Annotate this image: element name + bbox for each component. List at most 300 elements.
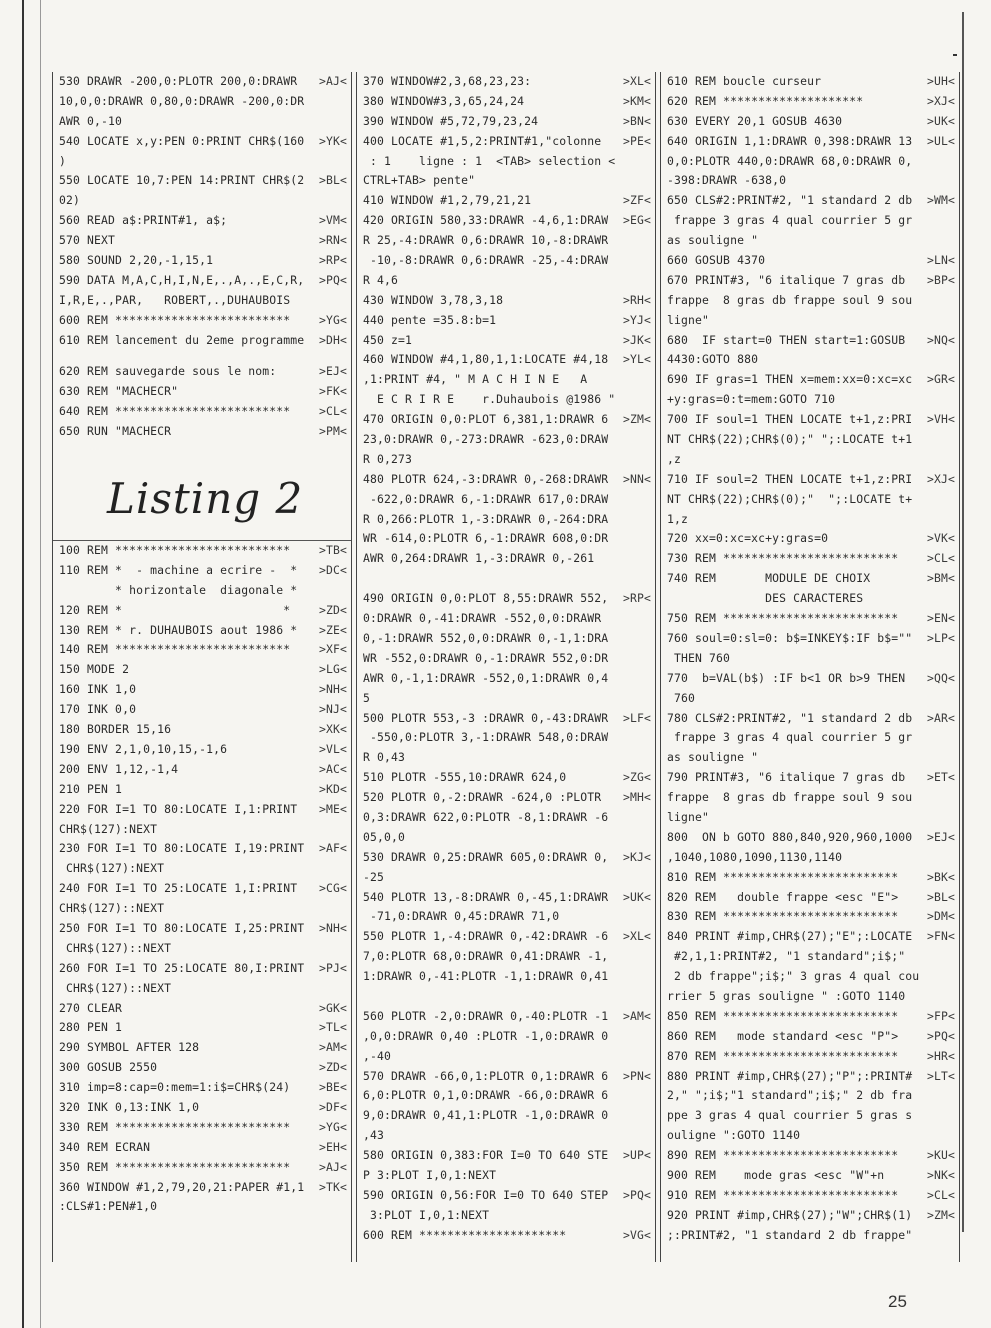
code-line (667, 1067, 955, 1087)
code-text: 760 (667, 690, 696, 705)
code-text: 140 REM ************************* (59, 642, 291, 657)
code-text: 310 imp=8:cap=0:mem=1:i$=CHR$(24) (59, 1080, 291, 1095)
code-text: 240 FOR I=1 TO 25:LOCATE 1,I:PRINT (59, 881, 298, 896)
code-line (59, 112, 347, 132)
code-line (363, 768, 651, 788)
code-text: 1,z (667, 511, 689, 526)
code-text: ,1040,1080,1090,1130,1140 (667, 849, 843, 864)
code-line (363, 1206, 651, 1226)
code-line (363, 788, 651, 808)
code-text: 630 EVERY 20,1 GOSUB 4630 (667, 113, 843, 128)
code-text: as souligne " (667, 233, 759, 248)
code-line (667, 470, 955, 490)
code-line (363, 927, 651, 947)
code-line (667, 927, 955, 947)
checksum: >HR< (926, 1048, 955, 1063)
code-text: 890 REM ************************* (667, 1148, 899, 1163)
code-text: R 0,273 (363, 451, 413, 466)
checksum: >ME< (318, 801, 347, 816)
code-text: AWR 0,-10 (59, 113, 123, 128)
code-line (363, 1067, 651, 1087)
code-line (59, 422, 347, 442)
checksum: >RP< (318, 253, 347, 268)
code-line (363, 987, 651, 1007)
code-text: frappe 8 gras db frappe soul 9 sou (667, 790, 913, 805)
code-line (59, 382, 347, 402)
checksum: >ZG< (622, 770, 651, 785)
code-text: 250 FOR I=1 TO 80:LOCATE I,25:PRINT (59, 920, 305, 935)
code-text: AWR 0,264:DRAWR 1,-3:DRAWR 0,-261 (363, 551, 595, 566)
page-number: 25 (888, 1292, 907, 1311)
code-text: 330 REM ************************* (59, 1119, 291, 1134)
checksum: >FP< (926, 1008, 955, 1023)
code-line (59, 92, 347, 112)
code-line (363, 888, 651, 908)
code-line (59, 1197, 347, 1217)
checksum: >NH< (318, 682, 347, 697)
code-line (667, 112, 955, 132)
code-text: #2,1,1:PRINT#2, "1 standard";i$;" (667, 949, 906, 964)
code-line (59, 72, 347, 92)
code-text: 350 REM ************************* (59, 1159, 291, 1174)
code-text: 580 ORIGIN 0,383:FOR I=0 TO 640 STE (363, 1148, 609, 1163)
checksum: >NJ< (318, 702, 347, 717)
code-text: -71,0:DRAWR 0,45:DRAWR 71,0 (363, 909, 560, 924)
checksum: >VK< (926, 531, 955, 546)
code-line (363, 1086, 651, 1106)
code-line (667, 350, 955, 370)
code-text: 590 ORIGIN 0,56:FOR I=0 TO 640 STEP (363, 1187, 609, 1202)
code-text: 850 REM ************************* (667, 1008, 899, 1023)
code-text: 620 REM ******************** (667, 93, 864, 108)
code-text: 220 FOR I=1 TO 80:LOCATE I,1:PRINT (59, 801, 298, 816)
checksum: >BL< (926, 889, 955, 904)
code-line (363, 689, 651, 709)
checksum: >NK< (926, 1167, 955, 1182)
code-text: 05,0,0 (363, 829, 406, 844)
checksum: >XF< (318, 642, 347, 657)
checksum: >CL< (926, 551, 955, 566)
checksum: >ZM< (622, 412, 651, 427)
code-line (667, 907, 955, 927)
code-line (667, 689, 955, 709)
code-line (363, 271, 651, 291)
code-text: ,-40 (363, 1048, 392, 1063)
code-text: -398:DRAWR -638,0 (667, 173, 787, 188)
code-text: 660 GOSUB 4370 (667, 253, 766, 268)
code-line (59, 152, 347, 172)
checksum: >UP< (622, 1148, 651, 1163)
checksum: >LN< (926, 253, 955, 268)
code-line (59, 1058, 347, 1078)
checksum: >PQ< (318, 272, 347, 287)
code-line (667, 629, 955, 649)
code-line (59, 1178, 347, 1198)
checksum: >VG< (622, 1227, 651, 1242)
code-line (667, 132, 955, 152)
code-line (59, 720, 347, 740)
code-text: rrier 5 gras souligne " :GOTO 1140 (667, 988, 906, 1003)
page-binding-shadow (40, 0, 41, 1328)
code-line (667, 868, 955, 888)
code-line (667, 390, 955, 410)
code-text: frappe 3 gras 4 qual courrier 5 gr (667, 213, 913, 228)
checksum: >YK< (318, 133, 347, 148)
checksum: >YG< (318, 1119, 347, 1134)
code-text: frappe 8 gras db frappe soul 9 sou (667, 292, 913, 307)
checksum: >UK< (926, 113, 955, 128)
checksum: >RP< (622, 591, 651, 606)
code-line (59, 1138, 347, 1158)
code-text: 530 DRAWR -200,0:PLOTR 200,0:DRAWR (59, 74, 298, 88)
code-text: 860 REM mode standard <esc "P"> (667, 1028, 899, 1043)
code-text: 270 CLEAR (59, 1000, 123, 1015)
code-text: R 0,266:PLOTR 1,-3:DRAWR 0,-264:DRA (363, 511, 609, 526)
code-text: R 0,43 (363, 750, 406, 765)
checksum: >JK< (622, 332, 651, 347)
code-line (59, 899, 347, 919)
listing2-continued (363, 72, 651, 1246)
code-line (59, 820, 347, 840)
checksum: >VM< (318, 213, 347, 228)
checksum: >AM< (622, 1008, 651, 1023)
code-text: 740 REM MODULE DE CHOIX (667, 571, 871, 586)
code-text: 780 CLS#2:PRINT#2, "1 standard 2 db (667, 710, 913, 725)
checksum: >YL< (622, 352, 651, 367)
code-line (667, 848, 955, 868)
code-line (667, 1226, 955, 1246)
code-text: 470 ORIGIN 0,0:PLOT 6,381,1:DRAWR 6 (363, 412, 609, 427)
code-text: 790 PRINT#3, "6 italique 7 gras db (667, 770, 906, 785)
code-line (59, 680, 347, 700)
code-text: 580 SOUND 2,20,-1,15,1 (59, 253, 214, 268)
code-line (363, 231, 651, 251)
checksum: >EJ< (318, 364, 347, 379)
checksum: >PJ< (318, 960, 347, 975)
code-text: 690 IF gras=1 THEN x=mem:xx=0:xc=xc (667, 372, 913, 387)
code-line (667, 569, 955, 589)
code-line (667, 1047, 955, 1067)
code-text: 560 READ a$:PRINT#1, a$; (59, 213, 228, 228)
code-text: -25 (363, 869, 385, 884)
code-line (59, 839, 347, 859)
code-text: 130 REM * r. DUHAUBOIS aout 1986 * (59, 622, 298, 637)
margin-mark (953, 54, 957, 56)
code-text: 170 INK 0,0 (59, 702, 137, 717)
code-line (667, 967, 955, 987)
code-text: * horizontale diagonale * (59, 582, 298, 597)
code-text: WR -552,0:DRAWR 0,-1:DRAWR 552,0:DR (363, 650, 609, 665)
code-line (667, 1106, 955, 1126)
checksum: >CG< (318, 881, 347, 896)
checksum: >EG< (622, 213, 651, 228)
code-text: 230 FOR I=1 TO 80:LOCATE I,19:PRINT (59, 841, 305, 856)
code-line (363, 907, 651, 927)
code-text: 1:DRAWR 0,-41:PLOTR -1,1:DRAWR 0,41 (363, 969, 609, 984)
code-text: +y:gras=0:t=mem:GOTO 710 (667, 392, 836, 407)
code-line (363, 828, 651, 848)
code-text: NT CHR$(22);CHR$(0);" ";:LOCATE t+ (667, 491, 913, 506)
code-line (59, 879, 347, 899)
code-text: 0,0:PLOTR 440,0:DRAWR 68,0:DRAWR 0, (667, 153, 913, 168)
code-line (59, 999, 347, 1019)
code-text: 0,-1:DRAWR 552,0,0:DRAWR 0,-1,1:DRA (363, 630, 609, 645)
checksum: >ZF< (622, 193, 651, 208)
code-line (363, 350, 651, 370)
code-text: ,43 (363, 1128, 385, 1143)
checksum: >AC< (318, 761, 347, 776)
code-text: 770 b=VAL(b$) :IF b<1 OR b>9 THEN (667, 670, 906, 685)
code-line (667, 231, 955, 251)
checksum: >LG< (318, 662, 347, 677)
checksum: >LT< (926, 1068, 955, 1083)
code-line (59, 402, 347, 422)
code-line (667, 271, 955, 291)
code-line (363, 311, 651, 331)
code-line (59, 601, 347, 621)
checksum: >AF< (318, 841, 347, 856)
code-line (59, 1038, 347, 1058)
code-line (667, 1007, 955, 1027)
code-text: 180 BORDER 15,16 (59, 722, 172, 737)
code-line (363, 848, 651, 868)
code-line (363, 868, 651, 888)
checksum: >FN< (926, 929, 955, 944)
code-line (667, 72, 955, 92)
code-line (667, 211, 955, 231)
checksum: >XK< (318, 722, 347, 737)
checksum: >DC< (318, 562, 347, 577)
code-line (363, 1027, 651, 1047)
checksum: >ZD< (318, 602, 347, 617)
code-line (59, 640, 347, 660)
code-line (667, 171, 955, 191)
code-text: 630 REM "MACHECR" (59, 384, 179, 399)
checksum: >FK< (318, 384, 347, 399)
checksum: >LF< (622, 710, 651, 725)
checksum: >QQ< (926, 670, 955, 685)
code-text: DES CARACTERES (667, 591, 864, 606)
code-line (59, 331, 347, 351)
code-text: ligne" (667, 312, 710, 327)
checksum: >BL< (318, 173, 347, 188)
code-text: 830 REM ************************* (667, 909, 899, 924)
checksum: >CL< (926, 1187, 955, 1202)
code-line (363, 331, 651, 351)
code-line (59, 939, 347, 959)
listing-column-2 (356, 72, 656, 1262)
checksum: >AM< (318, 1040, 347, 1055)
code-line (363, 1007, 651, 1027)
code-text: CTRL+TAB> pente" (363, 173, 476, 188)
code-text: 440 pente =35.8:b=1 (363, 312, 497, 327)
code-text: 23,0:DRAWR 0,-273:DRAWR -623,0:DRAW (363, 432, 609, 447)
code-line (59, 1078, 347, 1098)
code-text: 730 REM ************************* (667, 551, 899, 566)
code-line (363, 649, 651, 669)
code-line (667, 410, 955, 430)
code-line (667, 529, 955, 549)
code-text: 360 WINDOW #1,2,79,20,21:PAPER #1,1 (59, 1179, 305, 1194)
code-text: frappe 3 gras 4 qual courrier 5 gr (667, 730, 913, 745)
code-text: 760 soul=0:sl=0: b$=INKEY$:IF b$="" (667, 630, 913, 645)
page-binding-edge (22, 0, 24, 1328)
code-text: :CLS#1:PEN#1,0 (59, 1199, 158, 1214)
code-text: 420 ORIGIN 580,33:DRAWR -4,6,1:DRAW (363, 213, 609, 228)
code-line (363, 510, 651, 530)
code-line (363, 1047, 651, 1067)
code-line (363, 490, 651, 510)
code-line (363, 152, 651, 172)
code-line (59, 561, 347, 581)
code-text: 460 WINDOW #4,1,80,1,1:LOCATE #4,18 (363, 352, 609, 367)
checksum: >ZE< (318, 622, 347, 637)
code-text: 500 PLOTR 553,-3 :DRAWR 0,-43:DRAWR (363, 710, 609, 725)
code-text: 410 WINDOW #1,2,79,21,21 (363, 193, 532, 208)
code-text: 920 PRINT #imp,CHR$(27);"W";CHR$(1) (667, 1207, 913, 1222)
code-text: 4430:GOTO 880 (667, 352, 759, 367)
code-text: 590 DATA M,A,C,H,I,N,E,.,A,.,E,C,R, (59, 272, 305, 287)
code-text: 2 db frappe";i$;" 3 gras 4 qual cou (667, 969, 920, 984)
code-line (363, 947, 651, 967)
code-text: 3:PLOT I,0,1:NEXT (363, 1207, 490, 1222)
checksum: >DF< (318, 1099, 347, 1114)
code-line (363, 669, 651, 689)
code-line (363, 529, 651, 549)
checksum: >TL< (318, 1020, 347, 1035)
checksum: >KD< (318, 781, 347, 796)
code-line (363, 291, 651, 311)
code-line (59, 959, 347, 979)
code-text: 120 REM * * (59, 602, 291, 617)
code-line (667, 510, 955, 530)
code-line (363, 1186, 651, 1206)
code-text: 480 PLOTR 624,-3:DRAWR 0,-268:DRAWR (363, 471, 609, 486)
checksum: >NH< (318, 920, 347, 935)
checksum: >WM< (926, 193, 955, 208)
code-line (667, 311, 955, 331)
checksum: >KM< (622, 93, 651, 108)
code-text: 510 PLOTR -555,10:DRAWR 624,0 (363, 770, 567, 785)
code-line (667, 987, 955, 1007)
code-text: ligne" (667, 809, 710, 824)
checksum: >UH< (926, 74, 955, 88)
checksum: >GK< (318, 1000, 347, 1015)
listing-2-heading: Listing 2 (107, 474, 304, 524)
code-text: 5 (363, 690, 371, 705)
code-line (363, 1146, 651, 1166)
code-line (363, 1126, 651, 1146)
code-line (667, 191, 955, 211)
code-text: 880 PRINT #imp,CHR$(27);"P";:PRINT# (667, 1068, 913, 1083)
code-line (667, 888, 955, 908)
checksum: >VH< (926, 412, 955, 427)
listing1-end (59, 362, 347, 442)
checksum: >BK< (926, 869, 955, 884)
code-text: 680 IF start=0 THEN start=1:GOSUB (667, 332, 906, 347)
code-text: 290 SYMBOL AFTER 128 (59, 1040, 200, 1055)
checksum: >YJ< (622, 312, 651, 327)
code-line (59, 859, 347, 879)
code-text: 7,0:PLOTR 68,0:DRAWR 0,41:DRAWR -1, (363, 949, 609, 964)
checksum: >PN< (622, 1068, 651, 1083)
listing2-start (59, 541, 347, 1217)
code-line (363, 1166, 651, 1186)
checksum: >RH< (622, 292, 651, 307)
code-text: 640 ORIGIN 1,1:DRAWR 0,398:DRAWR 13 (667, 133, 913, 148)
checksum: >UL< (926, 133, 955, 148)
code-text: 570 NEXT (59, 233, 116, 248)
code-line (59, 740, 347, 760)
code-text: 100 REM ************************* (59, 543, 291, 558)
code-line (363, 450, 651, 470)
listing2-continued-2 (667, 72, 955, 1246)
code-line (667, 549, 955, 569)
checksum: >PM< (318, 424, 347, 439)
code-line (59, 541, 347, 561)
code-line (59, 660, 347, 680)
code-line (59, 191, 347, 211)
checksum: >NQ< (926, 332, 955, 347)
code-text: 0,3:DRAWR 622,0:PLOTR -8,1:DRAWR -6 (363, 809, 609, 824)
code-text: ) (59, 153, 67, 168)
code-line (667, 450, 955, 470)
code-text: 810 REM ************************* (667, 869, 899, 884)
code-line (363, 390, 651, 410)
code-text: E C R I R E r.Duhaubois @1986 " (363, 392, 616, 407)
code-line (363, 92, 651, 112)
code-line (667, 728, 955, 748)
code-line (667, 1166, 955, 1186)
code-text: 650 CLS#2:PRINT#2, "1 standard 2 db (667, 193, 913, 208)
code-text: THEN 760 (667, 650, 731, 665)
code-line (363, 549, 651, 569)
code-line (667, 828, 955, 848)
code-text: 02) (59, 193, 81, 208)
code-text: 720 xx=0:xc=xc+y:gras=0 (667, 531, 829, 546)
code-text: 10,0,0:DRAWR 0,80,0:DRAWR -200,0:DR (59, 93, 305, 108)
code-text: 870 REM ************************* (667, 1048, 899, 1063)
code-text: -550,0:PLOTR 3,-1:DRAWR 548,0:DRAW (363, 730, 609, 745)
code-text: CHR$(127)::NEXT (59, 940, 172, 955)
code-text: CHR$(127)::NEXT (59, 901, 165, 916)
code-line (667, 152, 955, 172)
code-text: 2," ";i$;"1 standard";i$;" 2 db fra (667, 1088, 913, 1103)
code-line (363, 470, 651, 490)
code-line (667, 808, 955, 828)
code-line (363, 609, 651, 629)
code-line (59, 621, 347, 641)
code-text: 390 WINDOW #5,72,79,23,24 (363, 113, 539, 128)
code-text: 370 WINDOW#2,3,68,23,23: (363, 74, 532, 88)
code-line (59, 271, 347, 291)
checksum: >EH< (318, 1139, 347, 1154)
checksum: >PQ< (926, 1028, 955, 1043)
code-text: CHR$(127)::NEXT (59, 980, 172, 995)
page-right-edge (962, 12, 964, 1232)
code-text: ppe 3 gras 4 qual courrier 5 gras s (667, 1108, 913, 1123)
checksum: >GR< (926, 372, 955, 387)
code-line (667, 788, 955, 808)
code-line (59, 291, 347, 311)
code-line (363, 1106, 651, 1126)
code-text: 570 DRAWR -66,0,1:PLOTR 0,1:DRAWR 6 (363, 1068, 609, 1083)
checksum: >CL< (318, 404, 347, 419)
checksum: >LP< (926, 630, 955, 645)
code-line (59, 700, 347, 720)
code-text: WR -614,0:PLOTR 6,-1:DRAWR 608,0:DR (363, 531, 609, 546)
code-line (59, 780, 347, 800)
